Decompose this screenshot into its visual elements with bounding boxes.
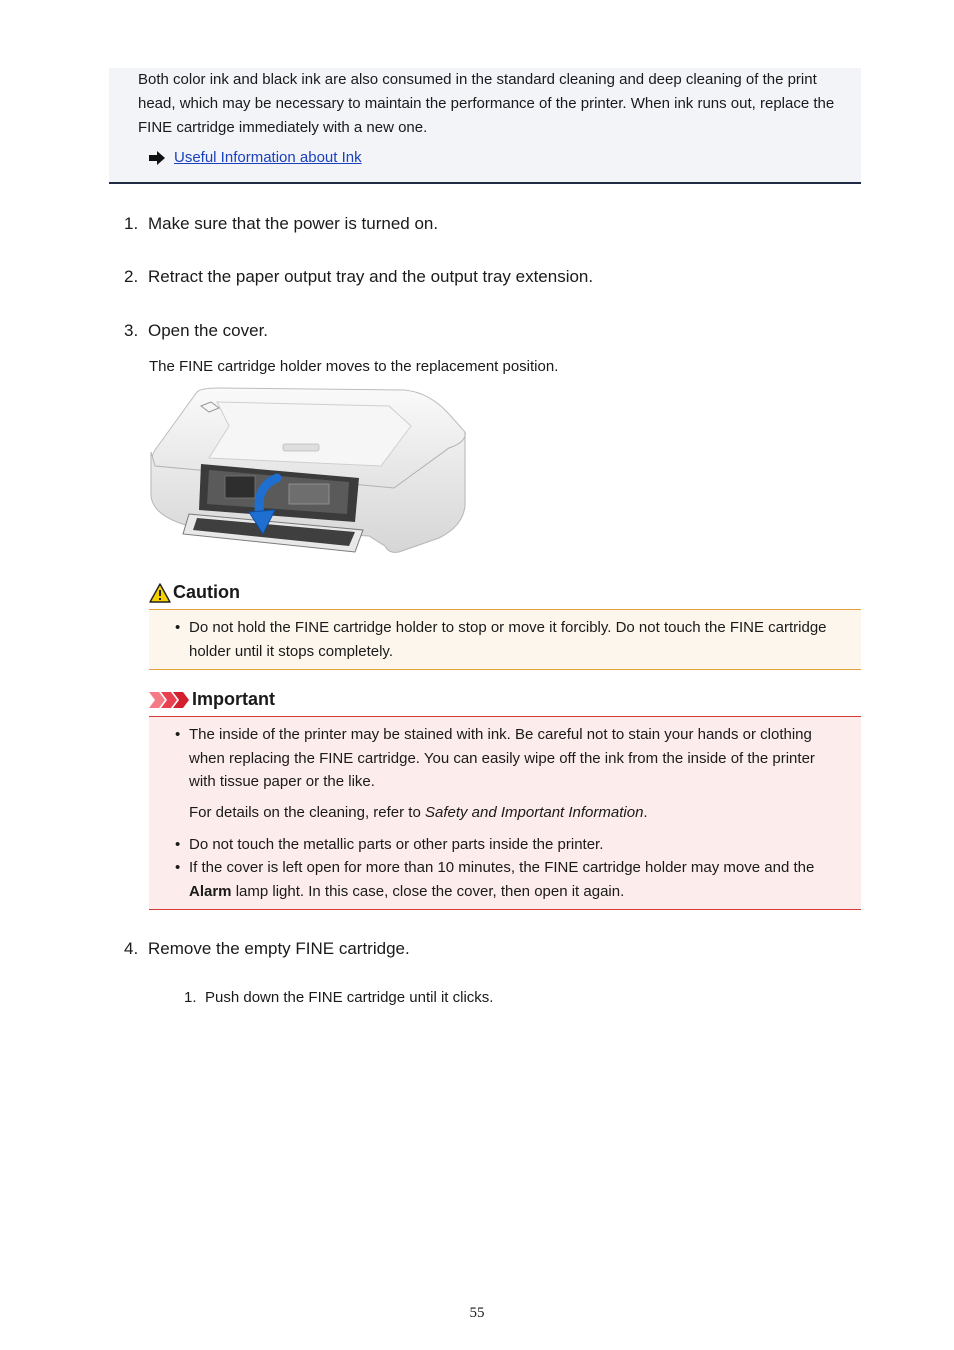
step-text: Make sure that the power is turned on. <box>148 214 439 233</box>
important-item <box>175 833 845 857</box>
caution-item-text: Do not hold the FINE cartridge holder to stop or move it forcibly. Do not touch the FINE cartridge holder until it stops completely. <box>189 619 827 660</box>
important-item-text <box>189 856 845 903</box>
important-box <box>149 716 861 910</box>
step-1 <box>124 213 438 235</box>
step-text: Remove the empty FINE cartridge. <box>148 939 410 958</box>
step-number: 4. <box>124 939 139 958</box>
useful-info-link[interactable]: Useful Information about Ink <box>174 149 362 166</box>
step-2 <box>124 266 593 288</box>
step-4 <box>124 938 410 960</box>
caution-heading <box>149 582 240 603</box>
alarm-lamp-label: Alarm <box>189 882 232 900</box>
important-item <box>175 723 845 794</box>
important-item-text: Do not touch the metallic parts or other parts inside the printer. <box>189 836 604 853</box>
detail-prefix: For details on the cleaning, refer to <box>189 804 425 821</box>
detail-reference: Safety and Important Information <box>424 804 644 821</box>
step-number: 2. <box>124 267 139 286</box>
printer-cover-open-illustration <box>149 386 469 560</box>
substep-1 <box>184 988 493 1008</box>
step-number: 1. <box>124 214 139 233</box>
important-chevrons-icon <box>149 692 189 708</box>
step-text: Open the cover. <box>148 321 269 340</box>
step-3 <box>124 320 268 342</box>
caution-item <box>175 616 845 663</box>
bullet-dot: • <box>175 726 181 743</box>
important-item-text: The inside of the printer may be stained with ink. Be careful not to stain your hands or clothing when replacing the FINE cartridge. You can easily wipe off the ink from the inside of the printer with tissue paper or the like. <box>189 726 815 790</box>
bullet-dot: • <box>175 859 181 876</box>
warning-triangle-icon <box>149 583 171 603</box>
bullet-dot: • <box>175 619 181 636</box>
page-number: 55 <box>469 1305 485 1321</box>
detail-suffix: . <box>643 804 648 821</box>
important-title: Important <box>192 689 275 709</box>
note-box <box>109 68 861 184</box>
important-detail <box>189 803 648 823</box>
important-heading <box>149 689 275 710</box>
substep-text: Push down the FINE cartridge until it clicks. <box>205 989 494 1006</box>
note-link-row <box>149 148 362 168</box>
caution-box <box>149 609 861 670</box>
substep-number: 1. <box>184 989 197 1006</box>
note-text: Both color ink and black ink are also consumed in the standard cleaning and deep cleaning of the print head, which may be necessary to maintain the performance of the printer. When ink runs out, replace the FINE cartridge immediately with a new one. <box>138 71 835 136</box>
caution-title: Caution <box>173 582 240 602</box>
bullet-dot: • <box>175 836 181 853</box>
step-number: 3. <box>124 321 139 340</box>
step-3-description: The FINE cartridge holder moves to the replacement position. <box>149 358 559 375</box>
item-suffix: lamp light. In this case, close the cover, then open it again. <box>231 882 625 900</box>
right-arrow-icon <box>149 151 165 165</box>
important-item <box>175 856 845 903</box>
item-prefix: If the cover is left open for more than 10 minutes, the FINE cartridge holder may move and the <box>189 859 815 876</box>
step-text: Retract the paper output tray and the output tray extension. <box>148 267 594 286</box>
